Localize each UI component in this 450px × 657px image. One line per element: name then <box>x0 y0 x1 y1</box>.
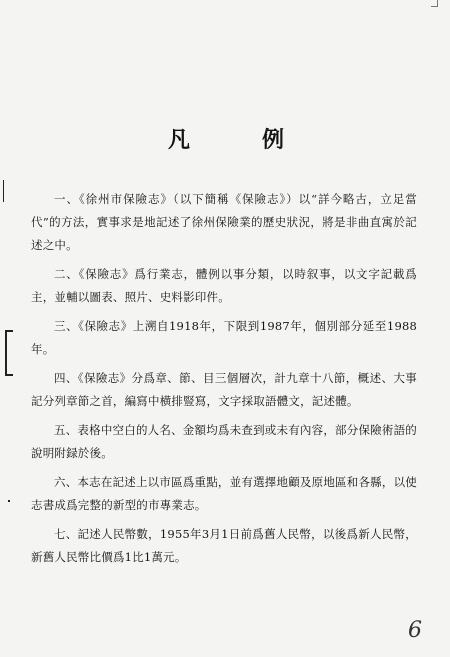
scan-edge-mark <box>3 180 4 202</box>
scan-corner-mark <box>431 0 438 7</box>
paragraph-7: 七、記述人民幣數，1955年3月1日前爲舊人民幣，以後爲新人民幣，新舊人民幣比價爲1比1萬元。 <box>31 527 417 564</box>
scan-dot-mark <box>8 500 10 502</box>
scan-bracket-mark <box>5 330 7 376</box>
title-char-1: 凡 <box>168 128 191 153</box>
scan-bracket-top <box>5 330 13 332</box>
paragraph-1: 一、《徐州市保險志》（以下簡稱《保險志》）以“詳今略古，立足當代”的方法，實事求是地記述了徐州保險業的歷史狀況，將是非曲直寓於記述之中。 <box>31 192 417 252</box>
paragraph-3: 三、《保險志》上溯自1918年，下限到1987年，個別部分延至1988年。 <box>31 319 417 356</box>
document-body <box>31 188 417 575</box>
title-char-2: 例 <box>261 128 284 153</box>
paragraph-2: 二、《保險志》爲行業志，體例以事分類，以時叙事，以文字記載爲主，並輔以圖表、照片、史料影印件。 <box>31 267 417 304</box>
page-title <box>168 126 284 156</box>
paragraph-5: 五、表格中空白的人名、金額均爲未查到或未有內容，部分保險術語的說明附録於後。 <box>31 423 417 460</box>
paragraph-6: 六、本志在記述上以市區爲重點，並有選擇地顧及原地區和各縣，以使志書成爲完整的新型的市專業志。 <box>31 475 417 512</box>
scan-bracket-bottom <box>5 374 13 376</box>
page-number: 6 <box>408 618 422 643</box>
paragraph-4: 四、《保險志》分爲章、節、目三個層次，計九章十八節，概述、大事記分列章節之首，編寫中横排豎寫，文字採取語體文，記述體。 <box>31 371 417 408</box>
